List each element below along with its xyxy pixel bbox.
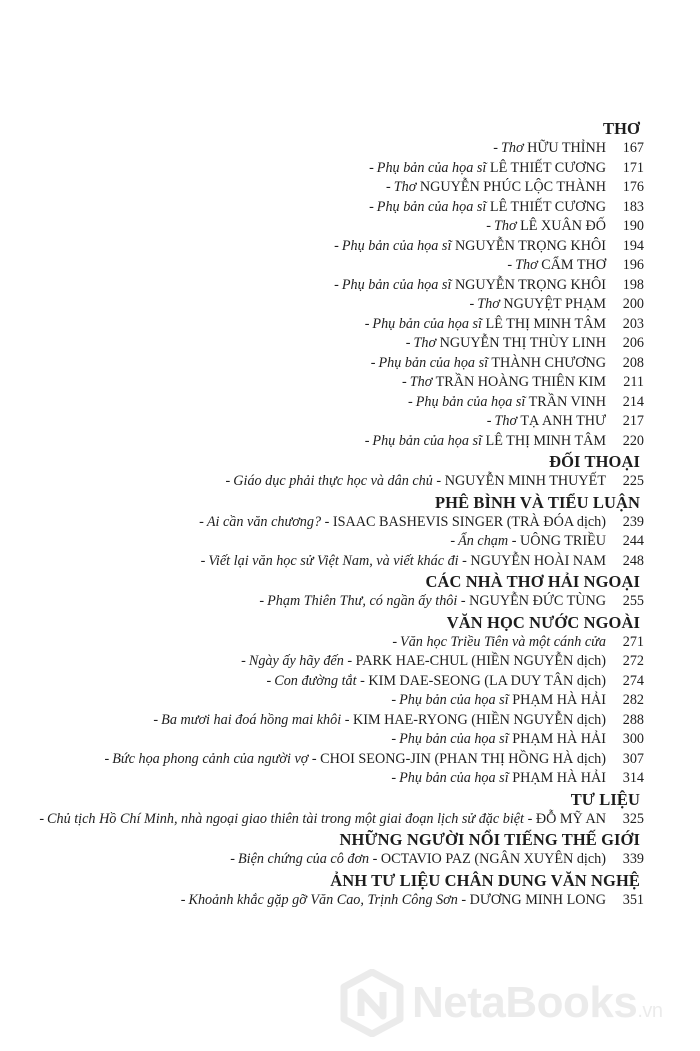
entry-name: - ISAAC BASHEVIS SINGER (TRÀ ĐÓA dịch) xyxy=(324,513,606,530)
entry-dash: - xyxy=(391,692,397,708)
page-number: 214 xyxy=(622,393,644,410)
entry-title xyxy=(153,711,606,731)
page-number: 190 xyxy=(622,218,644,234)
entry-prefix: Ẩn chạm xyxy=(458,533,509,549)
toc-entry[interactable] xyxy=(20,769,644,789)
entry-prefix: Phụ bản của họa sĩ xyxy=(372,315,482,332)
toc-entry[interactable] xyxy=(20,393,644,413)
page-number: 198 xyxy=(622,276,644,293)
entry-name: LÊ THỊ MINH TÂM xyxy=(485,315,606,332)
entry-prefix: Bức họa phong cảnh của người vợ xyxy=(112,750,309,767)
watermark-suffix: .vn xyxy=(637,1000,663,1022)
toc-entry[interactable] xyxy=(20,750,644,770)
page-number: 288 xyxy=(622,711,644,728)
entry-prefix: Thơ xyxy=(493,218,517,234)
toc-entry[interactable] xyxy=(20,532,644,552)
watermark-text xyxy=(412,978,663,1028)
entry-name: - CHOI SEONG-JIN (PHAN THỊ HỒNG HÀ dịch) xyxy=(311,750,606,767)
entry-title xyxy=(391,691,606,711)
entry-prefix: Thơ xyxy=(409,374,433,390)
entry-dash: - xyxy=(408,393,413,410)
entry-prefix: Thơ xyxy=(393,179,417,195)
toc-entry[interactable] xyxy=(20,198,644,218)
entry-name: LÊ THỊ MINH TÂM xyxy=(485,432,606,449)
entry-prefix: Thơ xyxy=(477,296,500,312)
section-title: ẢNH TƯ LIỆU CHÂN DUNG VĂN NGHỆ xyxy=(330,870,640,890)
section-title: TƯ LIỆU xyxy=(570,789,640,809)
entry-name: - NGUYỄN MINH THUYẾT xyxy=(436,473,606,489)
entry-name: - PARK HAE-CHUL (HIỀN NGUYỄN dịch) xyxy=(347,653,606,669)
toc-entry[interactable] xyxy=(20,432,644,452)
entry-dash: - xyxy=(364,315,370,332)
entry-title xyxy=(386,178,606,198)
entry-title xyxy=(334,237,606,257)
section-title: VĂN HỌC NƯỚC NGOÀI xyxy=(446,612,640,632)
entry-title xyxy=(241,652,606,672)
entry-dash: - xyxy=(230,851,235,867)
entry-prefix: Phụ bản của họa sĩ xyxy=(399,692,509,708)
entry-dash: - xyxy=(39,810,45,827)
toc-entry[interactable] xyxy=(20,315,644,335)
toc-entry[interactable] xyxy=(20,810,644,830)
entry-dash: - xyxy=(153,711,159,728)
entry-dash: - xyxy=(391,731,397,747)
entry-dash: - xyxy=(370,354,376,371)
entry-name: HỮU THỈNH xyxy=(527,140,606,156)
entry-title xyxy=(369,159,606,179)
entry-dash: - xyxy=(486,413,492,429)
table-of-contents xyxy=(20,118,644,910)
entry-prefix: Phụ bản của họa sĩ xyxy=(376,159,487,176)
entry-dash: - xyxy=(200,552,206,569)
entry-dash: - xyxy=(180,891,186,908)
entry-title xyxy=(201,552,606,572)
page-number: 203 xyxy=(622,315,644,332)
entry-prefix: Thơ xyxy=(413,335,437,351)
entry-prefix: Ngày ấy hãy đến xyxy=(248,653,344,669)
section-title: ĐỐI THOẠI xyxy=(549,452,640,471)
section-title: PHÊ BÌNH VÀ TIỂU LUẬN xyxy=(434,492,640,512)
entry-prefix: Thơ xyxy=(500,140,524,156)
entry-prefix: Con đường tắt xyxy=(274,672,357,689)
entry-name: TRẦN HOÀNG THIÊN KIM xyxy=(435,374,606,390)
toc-entry[interactable] xyxy=(20,730,644,750)
toc-entry[interactable] xyxy=(20,237,644,257)
entry-name: THÀNH CHƯƠNG xyxy=(491,354,606,371)
entry-dash: - xyxy=(259,593,265,609)
entry-title xyxy=(369,198,606,218)
entry-name: CẨM THƠ xyxy=(541,257,606,273)
entry-dash: - xyxy=(334,237,339,254)
entry-title xyxy=(365,432,606,452)
entry-title xyxy=(470,295,606,315)
toc-entry[interactable] xyxy=(20,256,644,276)
entry-dash: - xyxy=(402,374,407,390)
entry-title xyxy=(392,633,606,653)
toc-entry[interactable] xyxy=(20,513,644,533)
entry-title xyxy=(39,810,606,830)
entry-name: - KIM DAE-SEONG (LA DUY TÂN dịch) xyxy=(360,672,606,689)
page-number: 307 xyxy=(622,750,644,767)
page-number: 325 xyxy=(622,810,644,827)
toc-entry[interactable] xyxy=(20,711,644,731)
page-number: 211 xyxy=(623,374,644,390)
entry-prefix: Văn học Triều Tiên và một cánh cửa xyxy=(400,633,606,650)
entry-prefix: Phụ bản của họa sĩ xyxy=(376,198,487,215)
entry-dash: - xyxy=(450,533,456,549)
entry-name: TRẦN VINH xyxy=(528,393,606,410)
entry-dash: - xyxy=(386,179,391,195)
toc-entry[interactable] xyxy=(20,652,644,672)
entry-dash: - xyxy=(369,159,374,176)
entry-dash: - xyxy=(364,432,370,449)
entry-name: LÊ THIẾT CƯƠNG xyxy=(489,159,606,176)
entry-dash: - xyxy=(199,513,204,530)
toc-entry[interactable] xyxy=(20,472,644,492)
entry-prefix: Phụ bản của họa sĩ xyxy=(399,770,509,786)
entry-prefix: Phụ bản của họa sĩ xyxy=(372,432,482,449)
entry-name: NGUYỆT PHẠM xyxy=(503,296,606,312)
entry-title xyxy=(408,393,606,413)
entry-prefix: Phụ bản của họa sĩ xyxy=(378,354,489,371)
toc-entry[interactable] xyxy=(20,373,644,393)
entry-title xyxy=(487,412,606,432)
page-number: 271 xyxy=(622,633,644,650)
entry-dash: - xyxy=(493,140,498,156)
entry-title xyxy=(493,139,606,159)
entry-dash: - xyxy=(266,672,272,689)
toc-entry[interactable] xyxy=(20,672,644,692)
page-number: 194 xyxy=(622,237,644,254)
entry-name: - ĐỖ MỸ AN xyxy=(527,810,606,827)
entry-prefix: Ai cần văn chương? xyxy=(206,513,322,530)
entry-title xyxy=(365,315,606,335)
entry-title xyxy=(450,532,606,552)
entry-dash: - xyxy=(391,770,397,786)
entry-name: - OCTAVIO PAZ (NGÂN XUYÊN dịch) xyxy=(372,851,606,867)
entry-title xyxy=(259,592,606,612)
entry-name: - NGUYỄN ĐỨC TÙNG xyxy=(460,593,606,609)
toc-entry[interactable] xyxy=(20,159,644,179)
entry-name: NGUYỄN PHÚC LỘC THÀNH xyxy=(419,179,606,195)
entry-name: - UÔNG TRIỀU xyxy=(511,533,606,549)
entry-dash: - xyxy=(469,296,475,312)
entry-name: NGUYỄN TRỌNG KHÔI xyxy=(454,276,606,293)
toc-entry[interactable] xyxy=(20,295,644,315)
toc-entry[interactable] xyxy=(20,178,644,198)
entry-name: NGUYỄN TRỌNG KHÔI xyxy=(454,237,606,254)
entry-prefix: Phụ bản của họa sĩ xyxy=(399,731,509,747)
entry-prefix: Phụ bản của họa sĩ xyxy=(341,276,452,293)
page-number: 167 xyxy=(622,140,644,156)
entry-dash: - xyxy=(241,653,246,669)
page-number: 171 xyxy=(622,159,644,176)
toc-entry[interactable] xyxy=(20,633,644,653)
entry-name: NGUYỄN THỊ THÙY LINH xyxy=(439,335,606,351)
toc-entry[interactable] xyxy=(20,276,644,296)
page-number: 300 xyxy=(622,731,644,747)
entry-title xyxy=(507,256,606,276)
entry-title xyxy=(391,730,606,750)
page-number: 196 xyxy=(622,257,644,273)
entry-dash: - xyxy=(225,473,231,489)
toc-entry[interactable] xyxy=(20,354,644,374)
watermark-brand: NetaBooks xyxy=(412,978,638,1027)
entry-title xyxy=(371,354,606,374)
page-number: 206 xyxy=(622,335,644,351)
entry-title xyxy=(391,769,606,789)
entry-prefix: Phụ bản của họa sĩ xyxy=(415,393,526,410)
entry-name: - DƯƠNG MINH LONG xyxy=(461,891,606,908)
page-number: 200 xyxy=(622,296,644,312)
entry-prefix: Chủ tịch Hồ Chí Minh, nhà ngoại giao thiên tài trong một giai đoạn lịch sử đặc biệt xyxy=(47,810,525,827)
page-number: 314 xyxy=(622,770,644,786)
entry-title xyxy=(486,217,606,237)
entry-title xyxy=(402,373,606,393)
entry-name: PHẠM HÀ HẢI xyxy=(512,692,606,708)
toc-entry[interactable] xyxy=(20,592,644,612)
entry-dash: - xyxy=(369,198,374,215)
entry-name: PHẠM HÀ HẢI xyxy=(512,770,606,786)
section-title: NHỮNG NGƯỜI NỔI TIẾNG THẾ GIỚI xyxy=(339,830,640,849)
entry-name: LÊ THIẾT CƯƠNG xyxy=(489,198,606,215)
page-number: 351 xyxy=(622,891,644,908)
toc-entry[interactable] xyxy=(20,850,644,870)
page-number: 176 xyxy=(622,179,644,195)
entry-prefix: Ba mươi hai đoá hồng mai khôi xyxy=(161,711,342,728)
page-number: 220 xyxy=(622,432,644,449)
entry-name: - KIM HAE-RYONG (HIỀN NGUYỄN dịch) xyxy=(344,711,606,728)
entry-prefix: Phụ bản của họa sĩ xyxy=(341,237,452,254)
entry-name: TẠ ANH THƯ xyxy=(520,413,606,429)
entry-prefix: Biện chứng của cô đơn xyxy=(237,851,370,867)
page-number: 183 xyxy=(622,198,644,215)
page-number: 339 xyxy=(622,851,644,867)
entry-dash: - xyxy=(392,633,398,650)
toc-entry[interactable] xyxy=(20,334,644,354)
entry-prefix: Giáo dục phải thực học và dân chủ xyxy=(233,473,433,489)
entry-dash: - xyxy=(405,335,411,351)
toc-entry[interactable] xyxy=(20,217,644,237)
page-number: 244 xyxy=(622,533,644,549)
entry-dash: - xyxy=(507,257,513,273)
entry-title xyxy=(334,276,606,296)
entry-name: - NGUYỄN HOÀI NAM xyxy=(462,552,606,569)
entry-title xyxy=(230,850,606,870)
page-number: 255 xyxy=(622,593,644,609)
toc-entry[interactable] xyxy=(20,891,644,911)
section-title: THƠ xyxy=(603,119,640,138)
toc-entry[interactable] xyxy=(20,139,644,159)
entry-title xyxy=(267,672,606,692)
entry-name: PHẠM HÀ HẢI xyxy=(512,731,606,747)
entry-dash: - xyxy=(104,750,110,767)
page-number: 208 xyxy=(622,354,644,371)
toc-entry[interactable] xyxy=(20,552,644,572)
entry-title xyxy=(199,513,606,533)
entry-prefix: Phạm Thiên Thư, có ngần ấy thôi xyxy=(267,593,458,609)
entry-prefix: Khoảnh khắc gặp gỡ Văn Cao, Trịnh Công Sơn xyxy=(188,891,458,908)
toc-entry[interactable] xyxy=(20,412,644,432)
toc-entry[interactable] xyxy=(20,691,644,711)
entry-dash: - xyxy=(334,276,339,293)
watermark xyxy=(338,968,678,1038)
netabooks-logo-icon xyxy=(338,969,406,1037)
page-number: 274 xyxy=(622,672,644,689)
entry-prefix: Thơ xyxy=(494,413,518,429)
page-number: 272 xyxy=(622,653,644,669)
entry-prefix: Viết lại văn học sử Việt Nam, và viết khác đi xyxy=(208,552,459,569)
page-number: 282 xyxy=(622,692,644,708)
entry-prefix: Thơ xyxy=(515,257,538,273)
entry-title xyxy=(181,891,606,911)
page-number: 248 xyxy=(622,552,644,569)
entry-dash: - xyxy=(486,218,491,234)
page-number: 217 xyxy=(622,413,644,429)
entry-title xyxy=(226,472,606,492)
entry-title xyxy=(105,750,607,770)
section-title: CÁC NHÀ THƠ HẢI NGOẠI xyxy=(425,572,640,591)
entry-name: LÊ XUÂN ĐỐ xyxy=(520,218,606,234)
page-number: 239 xyxy=(622,513,644,530)
page-number: 225 xyxy=(622,473,644,489)
entry-title xyxy=(406,334,606,354)
